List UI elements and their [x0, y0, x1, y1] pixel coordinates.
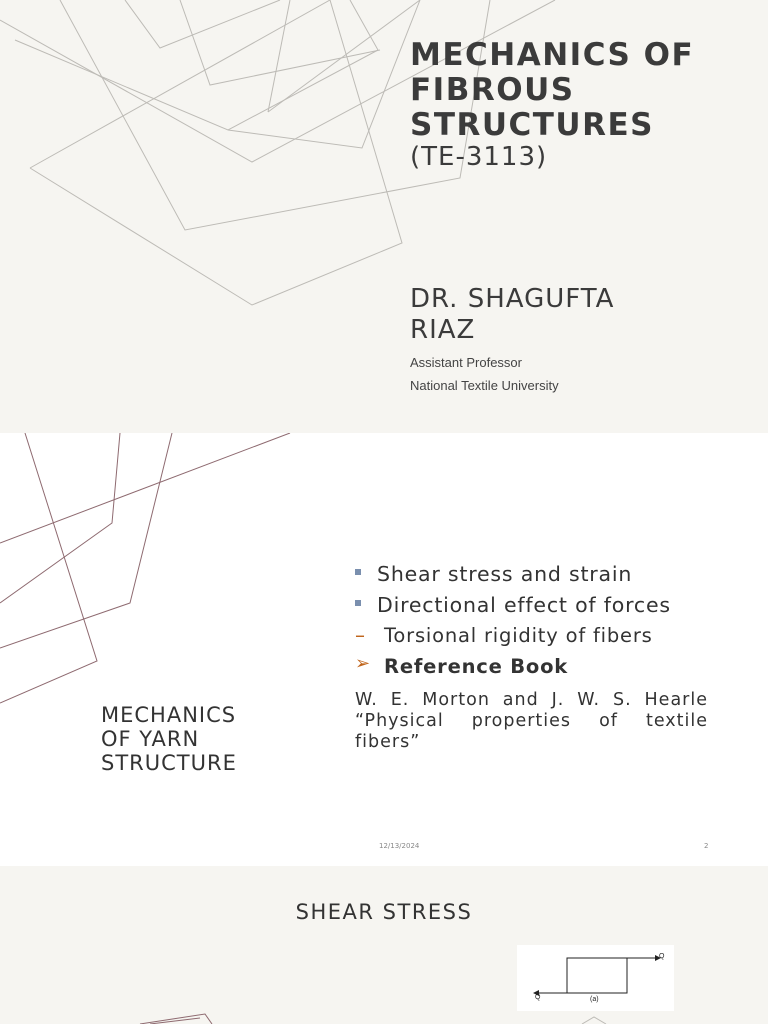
bullet-item	[355, 593, 715, 624]
slide-title	[101, 703, 237, 775]
author-name	[410, 284, 614, 346]
bullet-text: Torsional rigidity of fibers	[384, 624, 653, 647]
bullet-text: Reference Book	[384, 655, 569, 678]
slide-title: SHEAR STRESS	[295, 900, 473, 924]
author-line: DR. SHAGUFTA	[410, 284, 615, 314]
bullet-text: Directional effect of forces	[377, 593, 671, 617]
title-slide	[0, 0, 768, 433]
bullet-text: Shear stress and strain	[377, 562, 633, 586]
force-label: Q	[535, 994, 541, 1001]
title-line: STRUCTURES	[410, 107, 654, 143]
title-line: MECHANICS	[101, 703, 237, 727]
author-position: Assistant Professor	[410, 355, 522, 370]
course-code: (TE-3113)	[410, 142, 548, 172]
bullet-item	[355, 562, 715, 593]
square-bullet-icon	[355, 569, 361, 575]
bullet-item	[355, 624, 715, 655]
page-number: 2	[704, 842, 709, 850]
title-line: OF YARN	[101, 727, 200, 751]
title-line: FIBROUS	[410, 72, 575, 108]
reference-text	[355, 690, 708, 753]
figure-caption: (a)	[590, 996, 599, 1003]
slide-date: 12/13/2024	[379, 842, 420, 850]
title-line: MECHANICS OF	[410, 37, 695, 73]
title-line: STRUCTURE	[101, 751, 237, 775]
reference-title: “Physical properties of textile fibers”	[355, 711, 708, 752]
shear-diagram	[517, 945, 674, 1011]
bullet-list	[355, 562, 715, 686]
presentation-title	[410, 38, 694, 143]
author-institution: National Textile University	[410, 378, 559, 393]
force-label: Q	[659, 953, 665, 960]
bullet-item	[355, 655, 715, 686]
square-bullet-icon	[355, 600, 361, 606]
arrow-bullet-icon: ➢	[355, 653, 371, 674]
dash-bullet-icon: –	[355, 623, 366, 647]
author-line: RIAZ	[410, 315, 476, 345]
reference-authors: W. E. Morton and J. W. S. Hearle	[355, 690, 708, 710]
